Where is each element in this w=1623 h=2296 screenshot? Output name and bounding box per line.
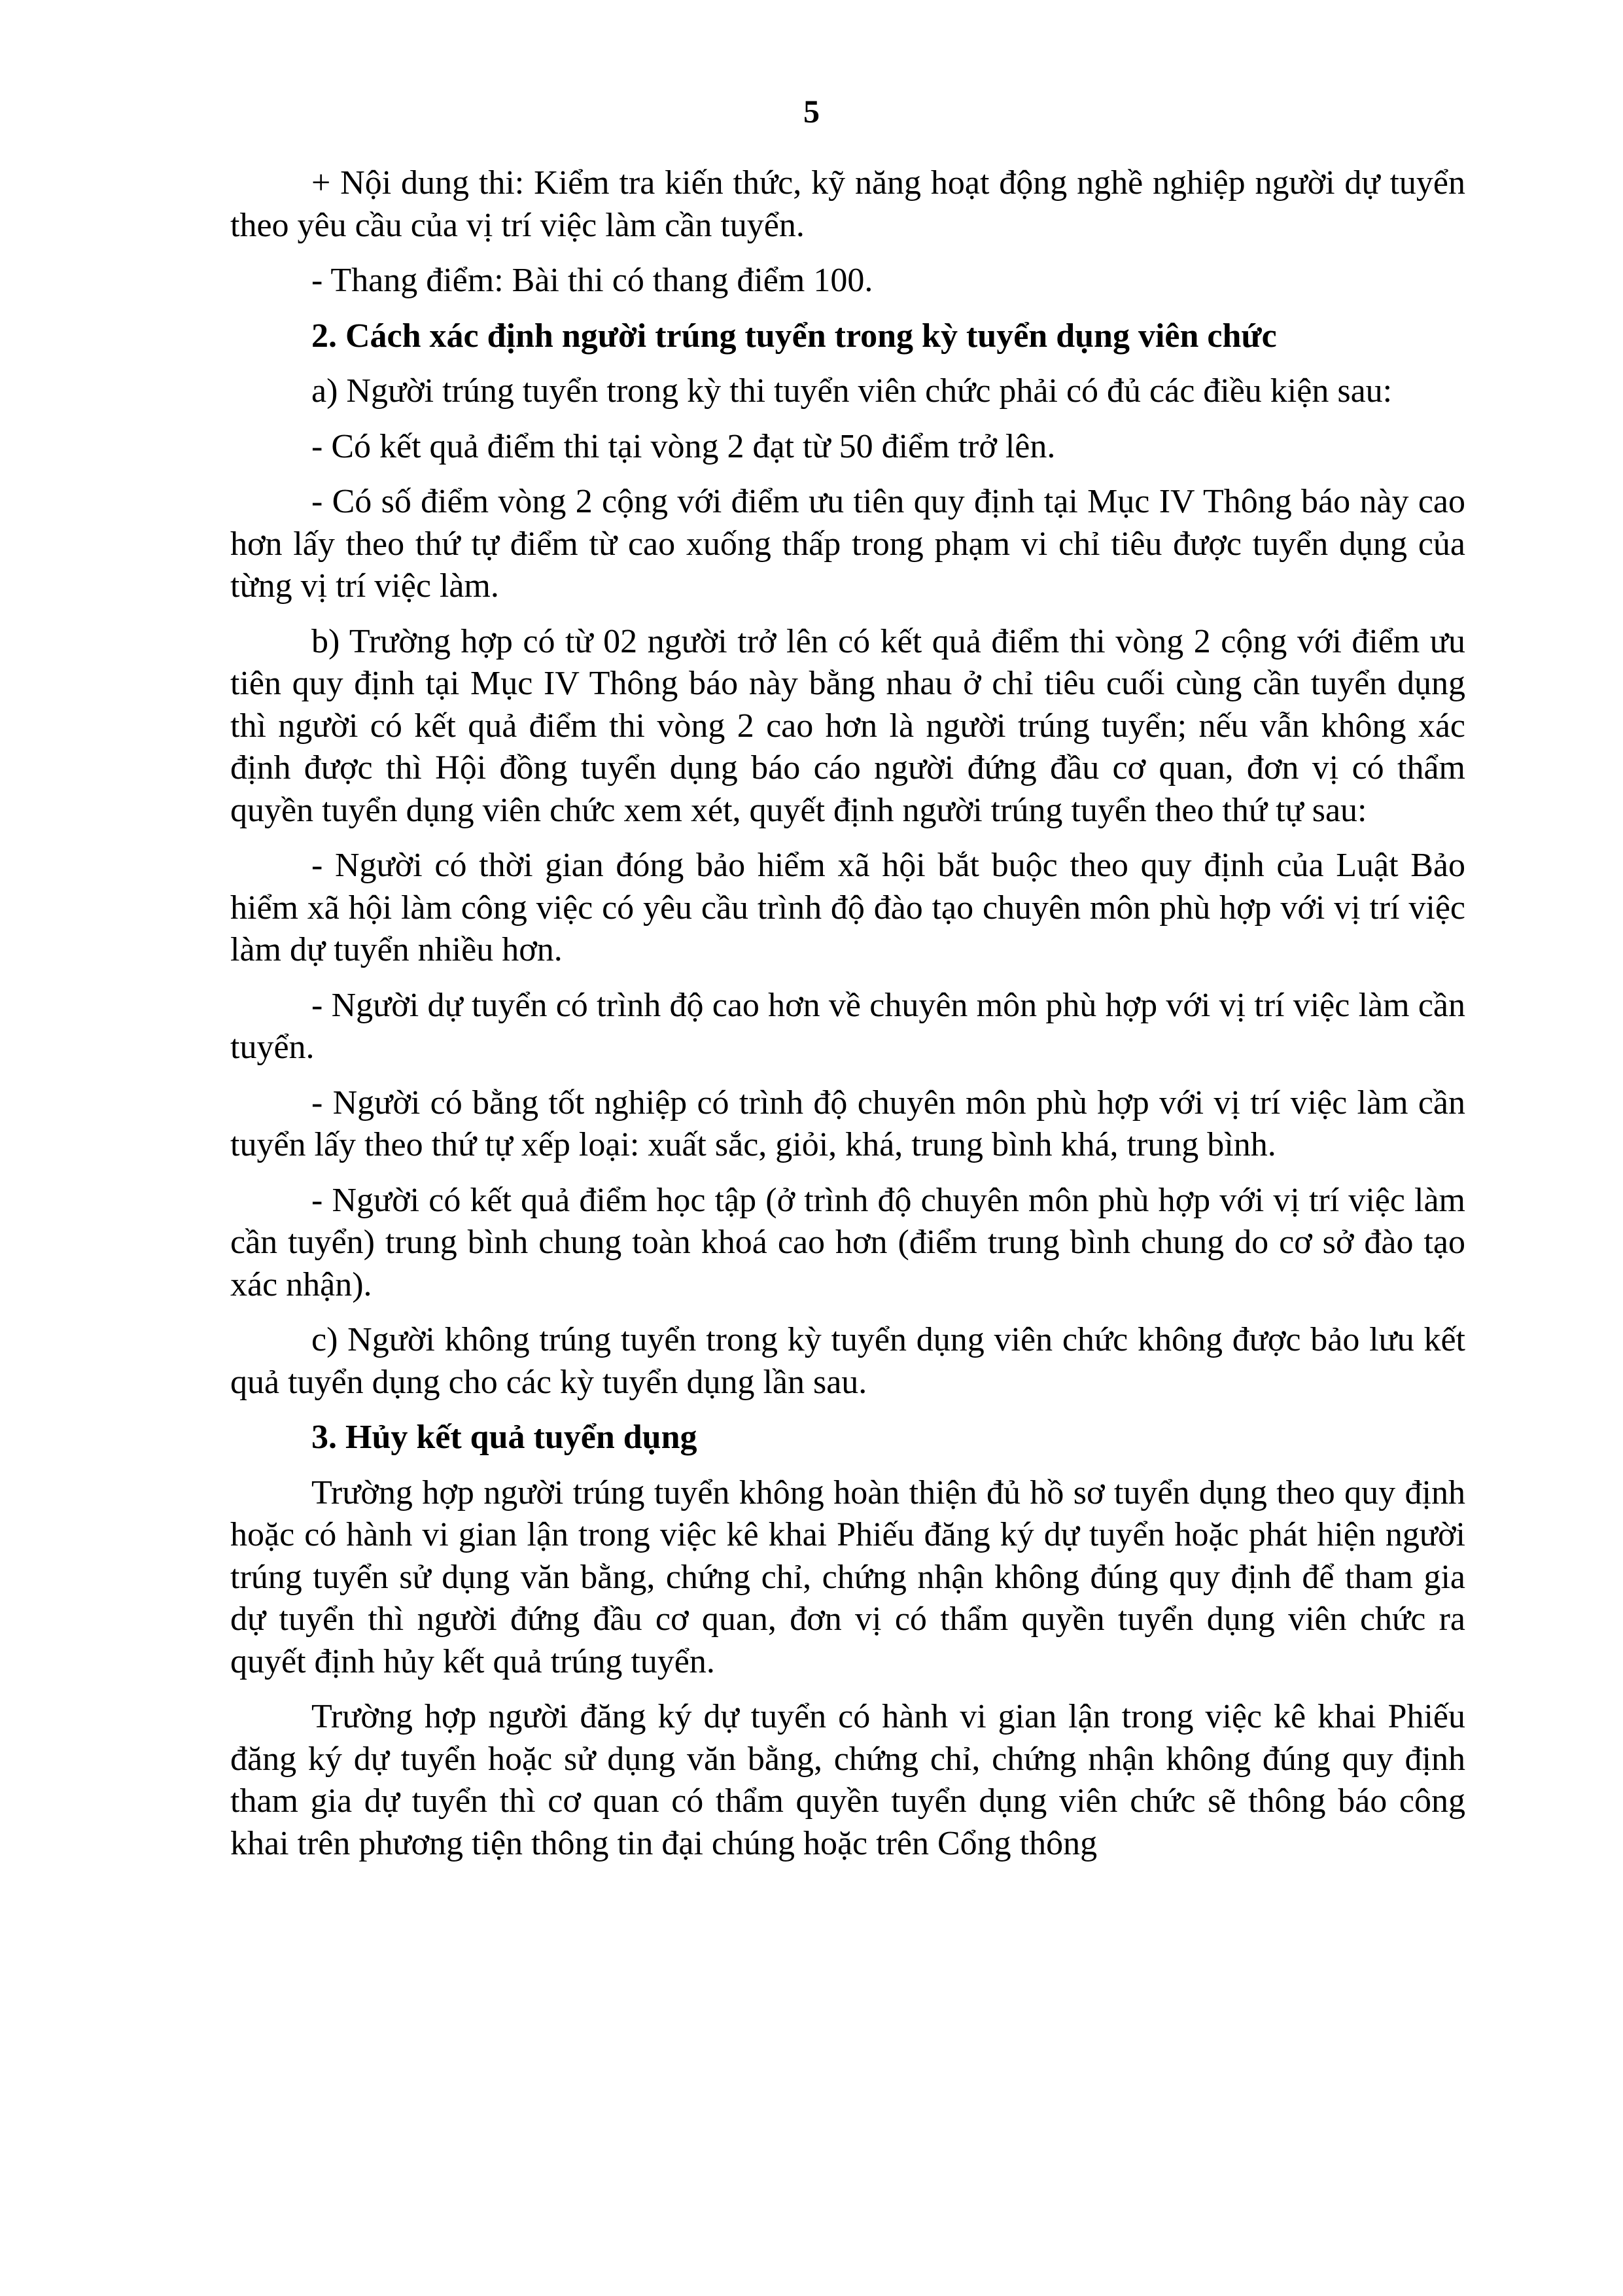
paragraph-2a-condition-1: - Có kết quả điểm thi tại vòng 2 đạt từ 50 điểm trở lên.	[311, 427, 1056, 465]
page-number: 5	[803, 93, 820, 130]
section-heading-2: 2. Cách xác định người trúng tuyển trong kỳ tuyển dụng viên chức	[311, 317, 1277, 355]
paragraph-3-case-1: Trường hợp người trúng tuyển không hoàn thiện đủ hồ sơ tuyển dụng theo quy định hoặc có hành vi gian lận trong việc kê khai Phiếu đăng ký dự tuyển hoặc phát hiện người trúng tuyển sử dụng văn bằng, chứng chỉ, chứng nhận không đúng quy định để tham gia dự tuyển thì người đứng đầu cơ quan, đơn vị có thẩm quyền tuyển dụng viên chức ra quyết định hủy kết quả trúng tuyển.	[230, 1474, 1465, 1680]
paragraph-2b-priority-3: - Người có bằng tốt nghiệp có trình độ chuyên môn phù hợp với vị trí việc làm cần tuyển lấy theo thứ tự xếp loại: xuất sắc, giỏi, khá, trung bình khá, trung bình.	[230, 1084, 1465, 1163]
paragraph-2a: a) Người trúng tuyển trong kỳ thi tuyển viên chức phải có đủ các điều kiện sau:	[311, 372, 1393, 410]
section-heading-3: 3. Hủy kết quả tuyển dụng	[311, 1419, 697, 1456]
paragraph-exam-content: + Nội dung thi: Kiểm tra kiến thức, kỹ năng hoạt động nghề nghiệp người dự tuyển theo yêu cầu của vị trí việc làm cần tuyển.	[230, 164, 1465, 244]
paragraph-2a-condition-2: - Có số điểm vòng 2 cộng với điểm ưu tiên quy định tại Mục IV Thông báo này cao hơn lấy theo thứ tự điểm từ cao xuống thấp trong phạm vi chỉ tiêu được tuyển dụng của từng vị trí việc làm.	[230, 483, 1465, 605]
document-body	[230, 162, 1465, 1878]
paragraph-2b-priority-2: - Người dự tuyển có trình độ cao hơn về chuyên môn phù hợp với vị trí việc làm cần tuyển.	[230, 986, 1465, 1066]
paragraph-score-scale: - Thang điểm: Bài thi có thang điểm 100.	[311, 262, 873, 299]
paragraph-2b: b) Trường hợp có từ 02 người trở lên có kết quả điểm thi vòng 2 cộng với điểm ưu tiên quy định tại Mục IV Thông báo này bằng nhau ở chỉ tiêu cuối cùng cần tuyển dụng thì người có kết quả điểm thi vòng 2 cao hơn là người trúng tuyển; nếu vẫn không xác định được thì Hội đồng tuyển dụng báo cáo người đứng đầu cơ quan, đơn vị có thẩm quyền tuyển dụng viên chức xem xét, quyết định người trúng tuyển theo thứ tự sau:	[230, 622, 1465, 829]
paragraph-3-case-2: Trường hợp người đăng ký dự tuyển có hành vi gian lận trong việc kê khai Phiếu đăng ký dự tuyển hoặc sử dụng văn bằng, chứng chỉ, chứng nhận không đúng quy định tham gia dự tuyển thì cơ quan có thẩm quyền tuyển dụng viên chức sẽ thông báo công khai trên phương tiện thông tin đại chúng hoặc trên Cổng thông	[230, 1698, 1465, 1862]
paragraph-2b-priority-1: - Người có thời gian đóng bảo hiểm xã hội bắt buộc theo quy định của Luật Bảo hiểm xã hội làm công việc có yêu cầu trình độ đào tạo chuyên môn phù hợp với vị trí việc làm dự tuyển nhiều hơn.	[230, 847, 1465, 968]
paragraph-2b-priority-4: - Người có kết quả điểm học tập (ở trình độ chuyên môn phù hợp với vị trí việc làm cần tuyển) trung bình chung toàn khoá cao hơn (điểm trung bình chung do cơ sở đào tạo xác nhận).	[230, 1181, 1465, 1303]
paragraph-2c: c) Người không trúng tuyển trong kỳ tuyển dụng viên chức không được bảo lưu kết quả tuyển dụng cho các kỳ tuyển dụng lần sau.	[230, 1321, 1465, 1401]
